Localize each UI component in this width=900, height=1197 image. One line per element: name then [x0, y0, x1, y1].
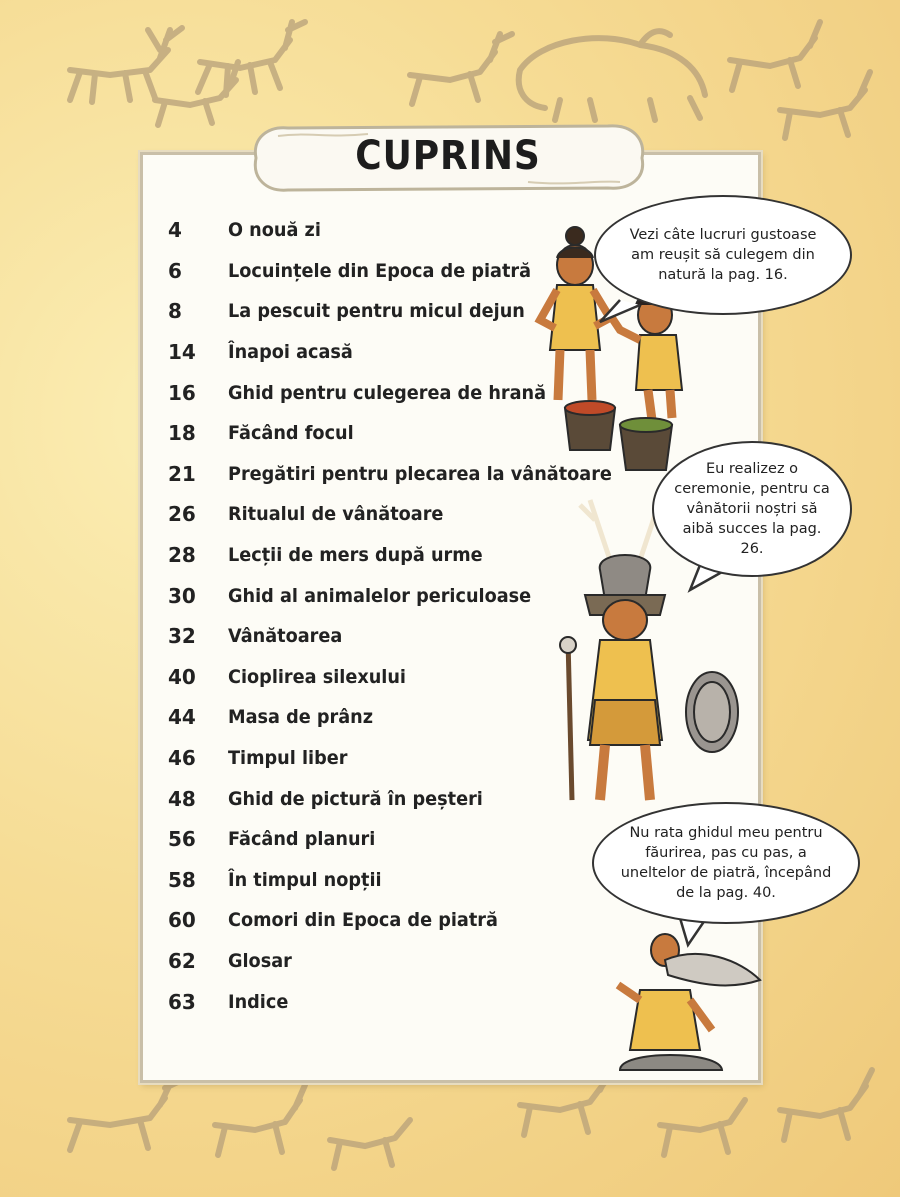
toc-label: Făcând focul	[228, 422, 354, 445]
toc-page-number: 46	[168, 746, 196, 771]
toc-label: Ghid de pictură în peșteri	[228, 787, 483, 810]
toc-label: În timpul nopții	[228, 868, 382, 891]
toc-page-number: 6	[168, 258, 182, 283]
toc-page-number: 28	[168, 543, 196, 568]
toc-page-number: 14	[168, 340, 196, 365]
toc-page-number: 44	[168, 705, 196, 730]
toc-label: Lecții de mers după urme	[228, 544, 483, 567]
toc-label: Făcând planuri	[228, 828, 376, 851]
page-title: CUPRINS	[355, 133, 541, 179]
speech-bubble-gather: Vezi câte lucruri gustoase am reușit să culegem din natură la pag. 16.	[594, 195, 852, 315]
toc-page-number: 62	[168, 948, 196, 973]
toc-page-number: 18	[168, 421, 196, 446]
toc-label: Timpul liber	[228, 747, 348, 770]
toc-label: La pescuit pentru micul dejun	[228, 300, 525, 323]
toc-page-number: 30	[168, 583, 196, 608]
speech-bubble-ritual: Eu realizez o ceremonie, pentru ca vânătorii noștri să aibă succes la pag. 26.	[652, 441, 852, 577]
toc-label: Ghid pentru culegerea de hrană	[228, 381, 547, 404]
toc-page-number: 40	[168, 664, 196, 689]
toc-label: Înapoi acasă	[228, 341, 353, 364]
toc-page-number: 4	[168, 218, 182, 243]
toc-label: Glosar	[228, 949, 292, 972]
toc-page-number: 58	[168, 867, 196, 892]
toc-label: Ritualul de vânătoare	[228, 503, 444, 526]
toc-page-number: 48	[168, 786, 196, 811]
toc-label: Masa de prânz	[228, 706, 374, 729]
toc-page-number: 21	[168, 461, 196, 486]
toc-label: O nouă zi	[228, 219, 321, 242]
toc-page-number: 32	[168, 624, 196, 649]
toc-label: Pregătiri pentru plecarea la vânătoare	[228, 462, 612, 485]
toc-label: Locuințele din Epoca de piatră	[228, 259, 532, 282]
toc-page-number: 60	[168, 908, 196, 933]
toc-label: Indice	[228, 990, 289, 1013]
toc-label: Comori din Epoca de piatră	[228, 909, 498, 932]
toc-label: Cioplirea silexului	[228, 665, 406, 688]
toc-page-number: 56	[168, 827, 196, 852]
toc-label: Vânătoarea	[228, 625, 343, 648]
toc-page-number: 63	[168, 989, 196, 1014]
toc-page-number: 26	[168, 502, 196, 527]
toc-label: Ghid al animalelor periculoase	[228, 584, 532, 607]
speech-bubble-tools: Nu rata ghidul meu pentru făurirea, pas cu pas, a uneltelor de piatră, începând de la pag. 40.	[592, 802, 860, 924]
toc-page-number: 16	[168, 380, 196, 405]
toc-page-number: 8	[168, 299, 182, 324]
